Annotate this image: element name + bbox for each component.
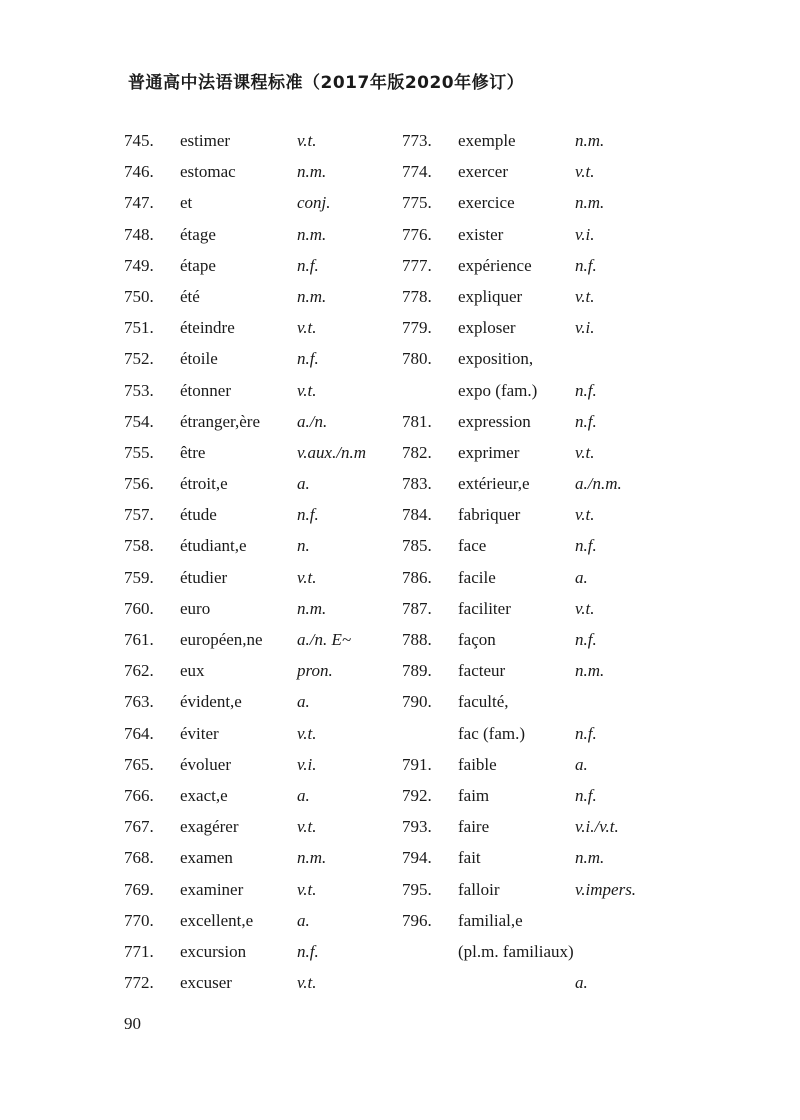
entry-number: 787. [402, 598, 432, 618]
entry-word: exploser [458, 318, 516, 338]
entry-number: 748. [124, 224, 154, 244]
entry-word: expo (fam.) [458, 380, 538, 400]
entry-part-of-speech: n.f. [297, 941, 319, 961]
entry-number: 793. [402, 817, 432, 837]
entry-word: étudier [180, 567, 228, 587]
entry-word: exagérer [180, 817, 239, 837]
entry-part-of-speech: n.m. [297, 848, 327, 868]
entry-number: 783. [402, 474, 432, 494]
entry-word: expérience [458, 255, 532, 275]
entry-number: 792. [402, 785, 432, 805]
entry-word: facteur [458, 661, 506, 681]
entry-word: étroit,e [180, 474, 228, 494]
entry-number: 762. [124, 661, 154, 681]
page-header: 普通高中法语课程标准（2017年版2020年修订） [128, 73, 525, 93]
entry-number: 786. [402, 567, 432, 587]
entry-number: 761. [124, 630, 154, 649]
entry-part-of-speech: v.t. [297, 973, 317, 993]
entry-number: 767. [124, 817, 154, 837]
entry-part-of-speech: a. [575, 973, 588, 993]
entry-part-of-speech: v.t. [297, 131, 317, 150]
entry-number: 790. [402, 692, 432, 712]
entry-number: 789. [402, 661, 432, 681]
entry-word: éviter [180, 723, 219, 743]
entry-number: 784. [402, 505, 432, 525]
entry-word: façon [458, 630, 496, 649]
entry-word: expliquer [458, 286, 523, 306]
entry-part-of-speech: n.f. [575, 411, 597, 431]
entry-part-of-speech: n.m. [575, 193, 605, 213]
entry-part-of-speech: v.i./v.t. [575, 817, 619, 837]
entry-word: fabriquer [458, 505, 521, 525]
entry-number: 746. [124, 162, 154, 182]
entry-part-of-speech: n.f. [575, 785, 597, 805]
entry-part-of-speech: v.t. [297, 318, 317, 338]
entry-part-of-speech: n.m. [297, 598, 327, 618]
entry-word: être [180, 442, 206, 462]
entry-number: 768. [124, 848, 154, 868]
entry-word: exercer [458, 162, 509, 182]
entry-number: 780. [402, 349, 432, 369]
entry-word: évident,e [180, 692, 242, 712]
entry-part-of-speech: v.i. [297, 754, 317, 774]
entry-part-of-speech: v.t. [575, 505, 595, 525]
entry-word: éteindre [180, 318, 235, 338]
entry-number: 757. [124, 505, 154, 525]
entry-word: examiner [180, 879, 244, 899]
entry-word: estimer [180, 131, 231, 150]
entry-word: étoile [180, 349, 218, 369]
entry-number: 779. [402, 318, 432, 338]
entry-number: 770. [124, 910, 154, 930]
entry-number: 747. [124, 193, 154, 213]
entry-part-of-speech: a. [297, 910, 310, 930]
entry-part-of-speech: conj. [297, 193, 331, 213]
entry-number: 750. [124, 286, 154, 306]
entry-word: évoluer [180, 754, 231, 774]
entry-part-of-speech: v.aux./n.m [297, 442, 367, 462]
entry-word: été [180, 286, 200, 306]
entry-word: exact,e [180, 785, 228, 805]
entry-part-of-speech: a. [575, 754, 588, 774]
entry-part-of-speech: n.f. [575, 630, 597, 649]
entry-word: étranger,ère [180, 411, 261, 431]
entry-part-of-speech: v.t. [297, 567, 317, 587]
entry-word: (pl.m. familiaux) [458, 941, 574, 961]
entry-word: fait [458, 848, 481, 868]
entry-word: exister [458, 224, 504, 244]
entry-number: 765. [124, 754, 154, 774]
entry-word: euro [180, 598, 211, 618]
entry-part-of-speech: v.t. [575, 598, 595, 618]
entry-word: étage [180, 224, 216, 244]
entry-number: 745. [124, 131, 154, 150]
entry-part-of-speech: a./n.m. [575, 474, 622, 494]
entry-number: 788. [402, 630, 432, 649]
entry-part-of-speech: n.f. [575, 380, 597, 400]
entry-number: 774. [402, 162, 432, 182]
entry-word: exercice [458, 193, 515, 213]
entry-number: 751. [124, 318, 154, 338]
entry-word: faculté, [458, 692, 509, 712]
entry-word: faire [458, 817, 490, 837]
entry-number: 755. [124, 442, 154, 462]
page-number: 90 [124, 1014, 141, 1033]
entry-word: étape [180, 255, 216, 275]
entry-number: 756. [124, 474, 154, 494]
entry-word: excellent,e [180, 910, 254, 930]
entry-part-of-speech: v.t. [575, 162, 595, 182]
entry-word: exemple [458, 131, 516, 150]
entry-number: 766. [124, 785, 154, 805]
entry-part-of-speech: n.f. [575, 536, 597, 556]
entry-number: 752. [124, 349, 154, 369]
entry-number: 778. [402, 286, 432, 306]
entry-part-of-speech: v.i. [575, 224, 595, 244]
entry-part-of-speech: n.f. [575, 723, 597, 743]
entry-part-of-speech: n.f. [575, 255, 597, 275]
entry-number: 754. [124, 411, 154, 431]
entry-part-of-speech: v.t. [297, 380, 317, 400]
entry-number: 781. [402, 411, 432, 431]
entry-word: extérieur,e [458, 474, 530, 494]
entry-part-of-speech: v.t. [575, 442, 595, 462]
entry-number: 777. [402, 255, 432, 275]
entry-part-of-speech: n.f. [297, 255, 319, 275]
entry-number: 763. [124, 692, 154, 712]
entry-word: excuser [180, 973, 232, 993]
entry-part-of-speech: n.m. [297, 286, 327, 306]
entry-word: estomac [180, 162, 236, 182]
entry-part-of-speech: n.m. [575, 661, 605, 681]
entry-part-of-speech: n.m. [297, 162, 327, 182]
entry-part-of-speech: v.i. [575, 318, 595, 338]
entry-part-of-speech: n.f. [297, 505, 319, 525]
entry-number: 753. [124, 380, 154, 400]
entry-part-of-speech: a. [575, 567, 588, 587]
entry-part-of-speech: pron. [297, 661, 333, 681]
entry-number: 795. [402, 879, 432, 899]
entry-part-of-speech: a. [297, 692, 310, 712]
entry-number: 758. [124, 536, 154, 556]
entry-word: fac (fam.) [458, 723, 526, 743]
entry-word: faim [458, 785, 490, 805]
entry-part-of-speech: n.m. [297, 224, 327, 244]
entry-number: 764. [124, 723, 154, 743]
entry-number: 771. [124, 941, 154, 961]
entry-part-of-speech: n. [297, 536, 310, 556]
entry-number: 769. [124, 879, 154, 899]
entry-number: 782. [402, 442, 432, 462]
entry-word: falloir [458, 879, 500, 899]
entry-part-of-speech: v.t. [297, 879, 317, 899]
entry-number: 776. [402, 224, 432, 244]
entry-word: et [180, 193, 193, 213]
entry-word: étonner [180, 380, 231, 400]
entry-word: face [458, 536, 487, 556]
entry-number: 791. [402, 754, 432, 774]
entry-word: faible [458, 754, 497, 774]
entry-word: étudiant,e [180, 536, 247, 556]
entry-number: 759. [124, 567, 154, 587]
entry-number: 794. [402, 848, 432, 868]
entry-number: 749. [124, 255, 154, 275]
entry-word: facile [458, 567, 496, 587]
entry-part-of-speech: n.m. [575, 131, 605, 150]
entry-word: eux [180, 661, 205, 681]
entry-part-of-speech: a. [297, 785, 310, 805]
entry-part-of-speech: v.impers. [575, 879, 637, 899]
entry-part-of-speech: n.f. [297, 349, 319, 369]
entry-number: 785. [402, 536, 432, 556]
entry-word: étude [180, 505, 217, 525]
entry-part-of-speech: a./n. [297, 411, 328, 431]
entry-word: excursion [180, 941, 247, 961]
entry-number: 772. [124, 973, 154, 993]
entry-part-of-speech: v.t. [297, 817, 317, 837]
entry-part-of-speech: n.m. [575, 848, 605, 868]
entry-number: 760. [124, 598, 154, 618]
entry-word: exprimer [458, 442, 520, 462]
entry-part-of-speech: v.t. [575, 286, 595, 306]
entry-part-of-speech: a. [297, 474, 310, 494]
entry-word: familial,e [458, 910, 523, 930]
entry-word: européen,ne [180, 630, 263, 649]
entry-word: exposition, [458, 349, 534, 369]
entry-word: expression [458, 411, 531, 431]
entry-number: 773. [402, 131, 432, 150]
entry-word: examen [180, 848, 233, 868]
entry-part-of-speech: v.t. [297, 723, 317, 743]
entry-number: 796. [402, 910, 432, 930]
entry-number: 775. [402, 193, 432, 213]
entry-part-of-speech: a./n. E~ [297, 630, 352, 649]
entry-word: faciliter [458, 598, 511, 618]
